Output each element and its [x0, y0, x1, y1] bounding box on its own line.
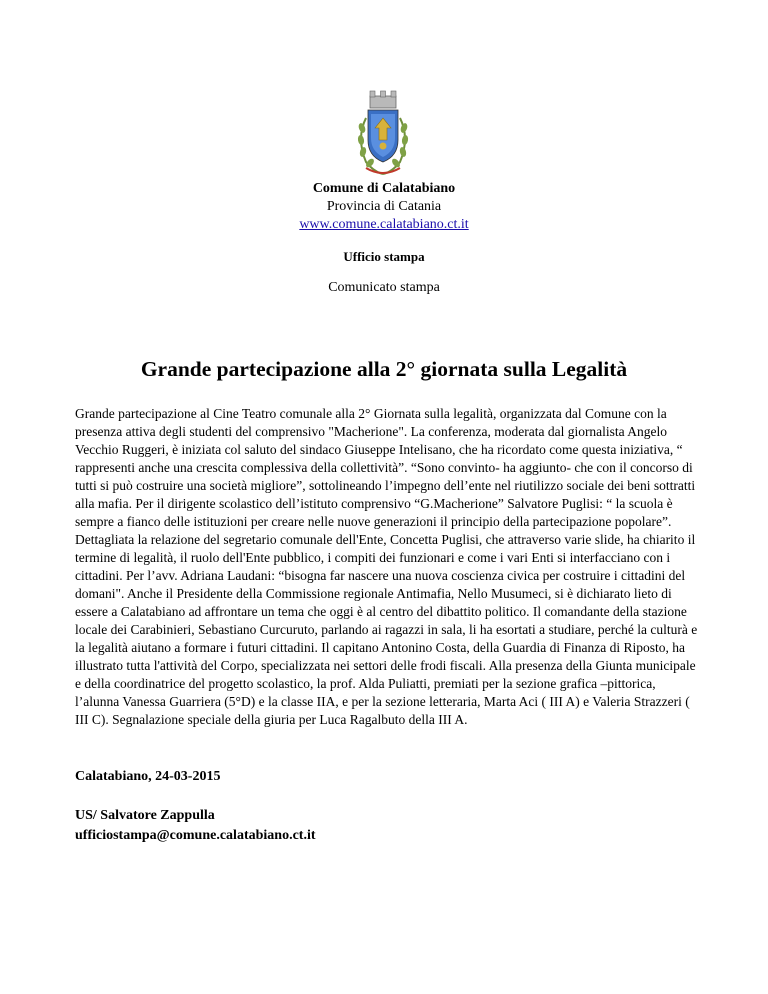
page-title: Grande partecipazione alla 2° giornata sulla Legalità [140, 357, 628, 381]
website-link[interactable]: www.comune.calatabiano.ct.it [299, 217, 469, 232]
signer-name: US/ Salvatore Zappulla [75, 808, 215, 823]
document-type: Comunicato stampa [328, 280, 440, 295]
contact-email: ufficiostampa@comune.calatabiano.ct.it [75, 828, 316, 843]
office-label: Ufficio stampa [343, 249, 425, 264]
release-date: Calatabiano, 24-03-2015 [75, 769, 221, 784]
municipality-name: Comune di Calatabiano [312, 181, 456, 196]
coat-of-arms-icon [352, 88, 414, 176]
province-name: Provincia di Catania [326, 199, 442, 214]
article-body: Grande partecipazione al Cine Teatro comunale alla 2° Giornata sulla legalità, organizzata dal Comune con la presenza attiva degli studenti del comprensivo "Macherione". La conferenza, moderata dal giornalista Angelo Vecchio Ruggeri, è iniziata col saluto del sindaco Giuseppe Intelisano, che ha ricordato come questa iniziativa, “ rappresenti anche una crescita complessiva della collettività”. “Sono convinto- ha aggiunto- che con il concorso di tutti si può costruire una società migliore”, sottolineando l’impegno dell’ente nel riutilizzo sociale dei beni sottratti alla mafia. Per il dirigente scolastico dell’istituto comprensivo “G.Macherione” Salvatore Puglisi: “ la scuola è sempre a fianco delle istituzioni per creare nelle nuove generazioni il principio della partecipazione popolare”. Dettagliata la relazione del segretario comunale dell'Ente, Concetta Puglisi, che attraverso varie slide, ha chiarito il termine di legalità, il ruolo dell'Ente pubblico, i compiti dei funzionari e come i vari Enti si interfacciano con i cittadini. Per l’avv. Adriana Laudani: “bisogna far nascere una nuova coscienza civica per costruire i cittadini del domani". Anche il Presidente della Commissione regionale Antimafia, Nello Musumeci, si è dichiarato lieto di essere a Calatabiano ad affrontare un tema che oggi è al centro del dibattito politico. Il comandante della stazione locale dei Carabinieri, Sebastiano Curcuruto, parlando ai ragazzi in sala, li ha esortati a studiare, perché la culturà e la legalità aiutano a formare i futuri cittadini. Il capitano Antonino Costa, della Guardia di Finanza di Riposto, ha illustrato tutta l'attività del Corpo, specializzata nei settori delle frodi fiscali. Alla presenza della Giunta municipale e della coordinatrice del progetto scolastico, la prof. Alda Puliatti, premiati per la sezione grafica –pittorica, l’alunna Vanessa Guarriera (5°D) e la classe IIA, e per la sezione letteraria, Marta Aci ( III A) e Valeria Strazzeri ( III C). Segnalazione speciale della giuria per Luca Ragalbuto della III A. [75, 406, 698, 727]
